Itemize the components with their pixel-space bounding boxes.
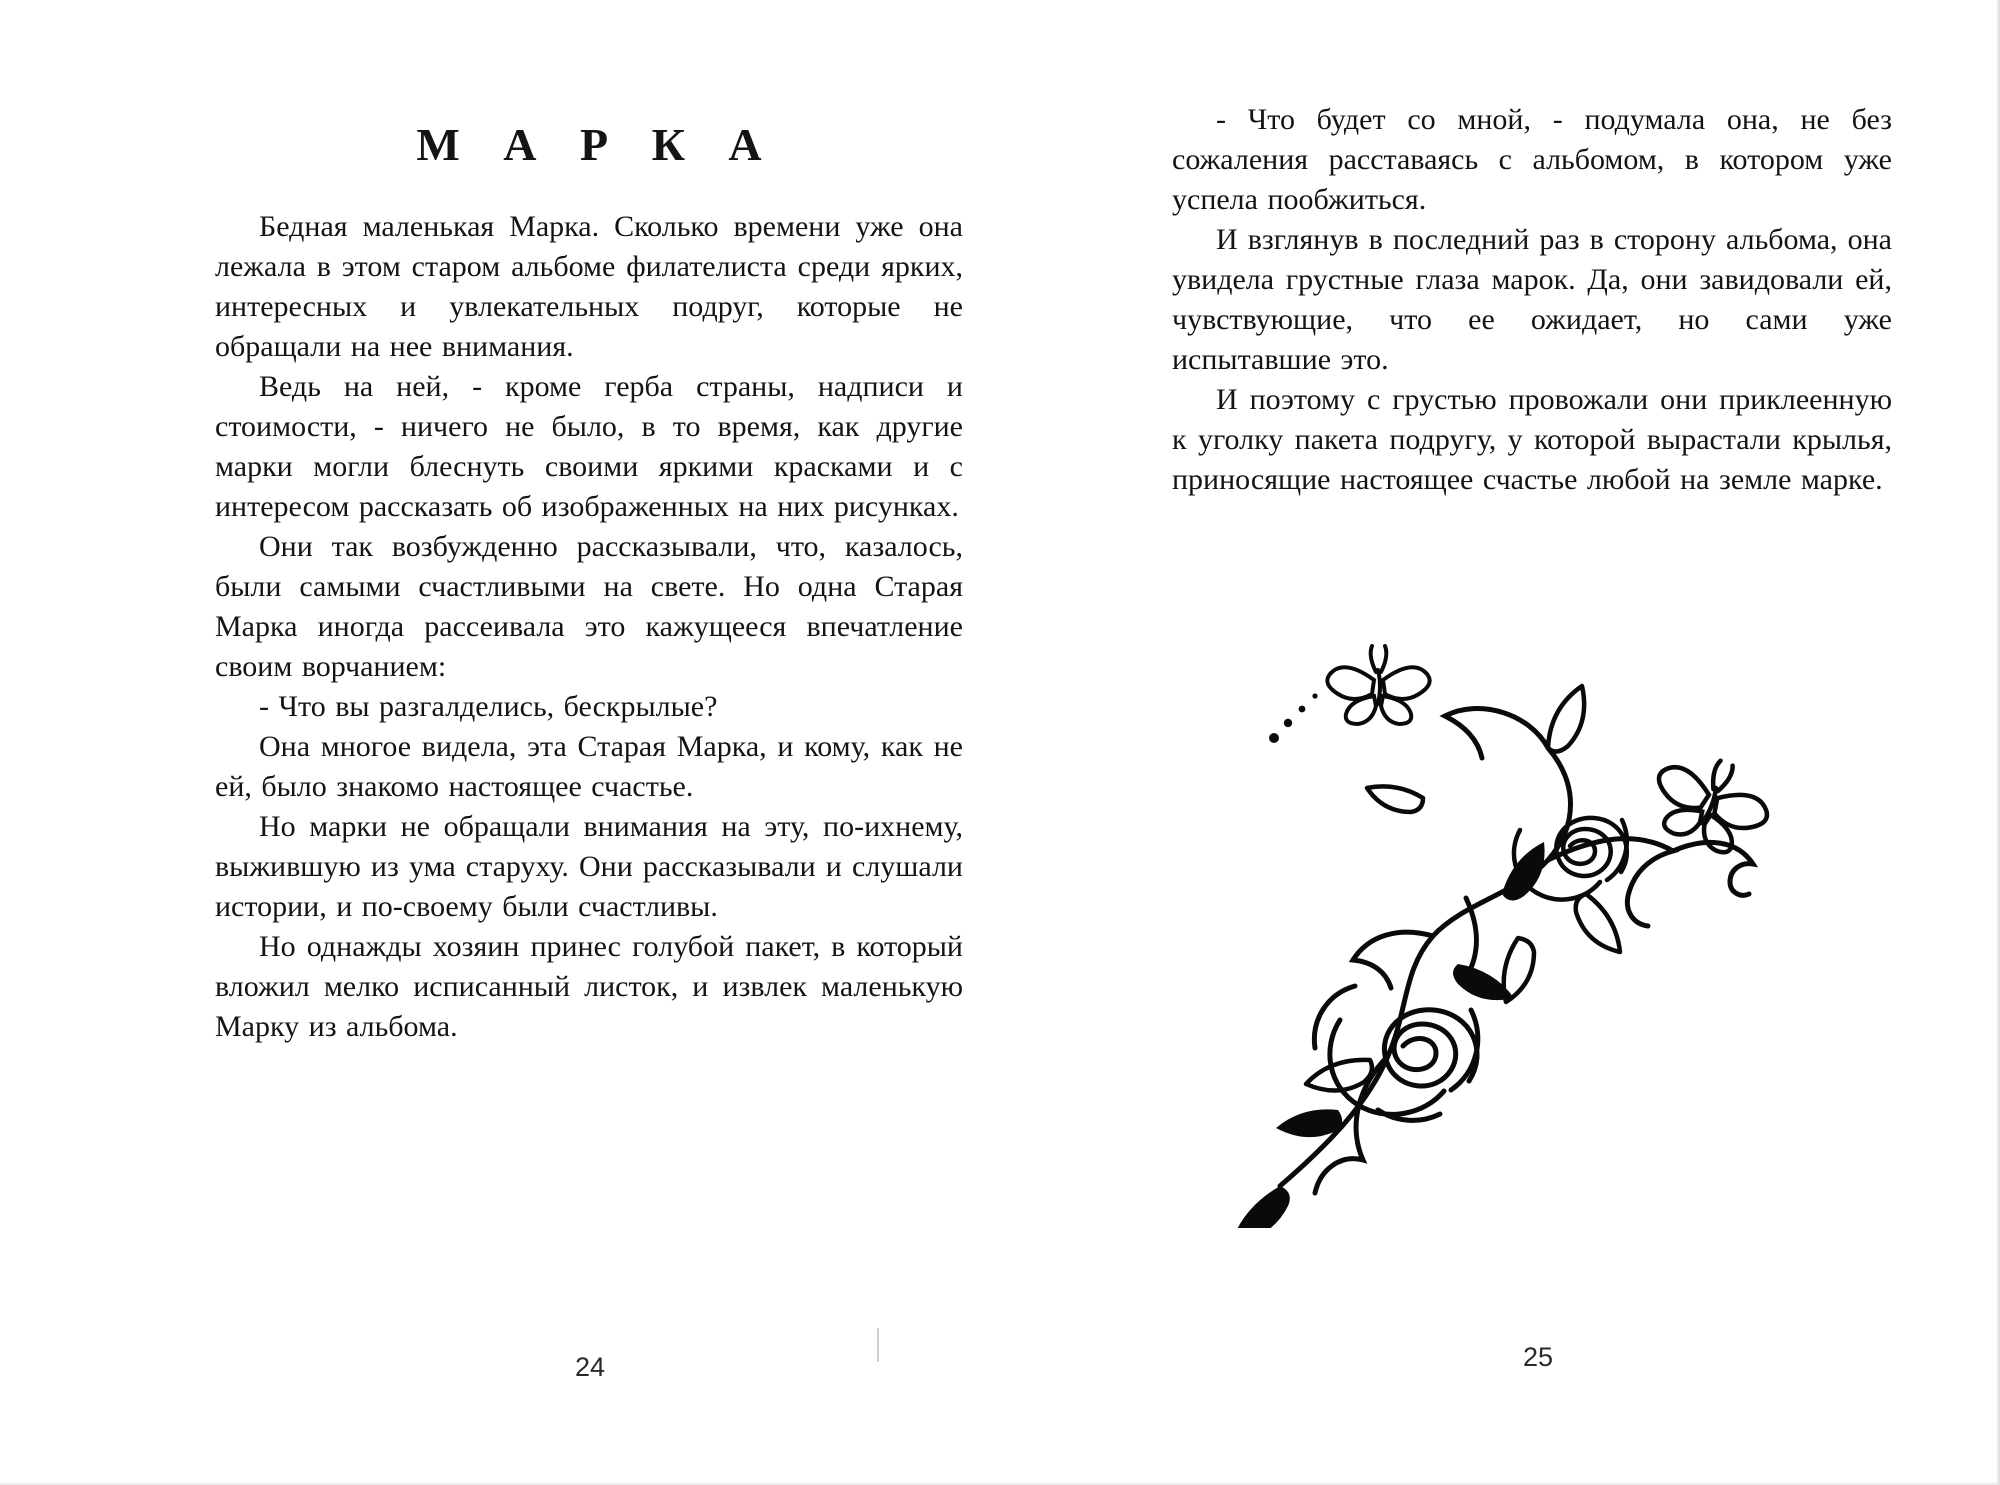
scan-edge bbox=[1996, 0, 2000, 1485]
left-page-body bbox=[215, 207, 963, 1047]
paragraph: Она многое видела, эта Старая Марка, и кому, как не ей, было знакомо настоящее счастье. bbox=[215, 730, 963, 803]
page-number-left: 24 bbox=[574, 1352, 606, 1382]
story-title: М А Р К А bbox=[416, 119, 778, 170]
gutter-mark bbox=[877, 1328, 879, 1362]
paragraph: Ведь на ней, - кроме герба страны, надписи и стоимости, - ничего не было, в то время, как другие марки могли блеснуть своими яркими красками и с интересом рассказать об изображенных на них рисунках. bbox=[215, 370, 963, 523]
roses-butterflies-illustration bbox=[1218, 598, 1818, 1228]
paragraph: Они так возбужденно рассказывали, что, казалось, были самыми счастливыми на свете. Но одна Старая Марка иногда рассеивала это кажущееся впечатление своим ворчанием: bbox=[215, 530, 963, 683]
right-page-body bbox=[1172, 100, 1892, 500]
left-page-text-column bbox=[215, 118, 963, 1047]
dot-trail-icon bbox=[1269, 693, 1318, 743]
paragraph: И поэтому с грустью провожали они приклеенную к уголку пакета подругу, у которой вырастали крылья, приносящие настоящее счастье любой на земле марке. bbox=[1172, 383, 1892, 496]
roses-butterflies-icon bbox=[1218, 598, 1818, 1228]
page-number-right: 25 bbox=[1522, 1342, 1554, 1372]
paragraph: - Что будет со мной, - подумала она, не без сожаления расставаясь с альбомом, в котором уже успела пообжиться. bbox=[1172, 103, 1892, 216]
paragraph: Бедная маленькая Марка. Сколько времени уже она лежала в этом старом альбоме филателиста среди ярких, интересных и увлекательных подруг, которые не обращали на нее внимания. bbox=[215, 210, 963, 363]
paragraph: - Что вы разгалделись, бескрылые? bbox=[259, 690, 718, 723]
paragraph: Но однажды хозяин принес голубой пакет, в который вложил мелко исписанный листок, и извлек маленькую Марку из альбома. bbox=[215, 930, 963, 1043]
right-page-text-column bbox=[1172, 100, 1892, 500]
paragraph: И взглянув в последний раз в сторону альбома, она увидела грустные глаза марок. Да, они завидовали ей, чувствующие, что ее ожидает, но сами уже испытавшие это. bbox=[1172, 223, 1892, 376]
butterfly-icon bbox=[1327, 646, 1429, 724]
paragraph: Но марки не обращали внимания на эту, по-ихнему, выжившую из ума старуху. Они рассказывали и слушали истории, и по-своему были счастливы. bbox=[215, 810, 963, 923]
